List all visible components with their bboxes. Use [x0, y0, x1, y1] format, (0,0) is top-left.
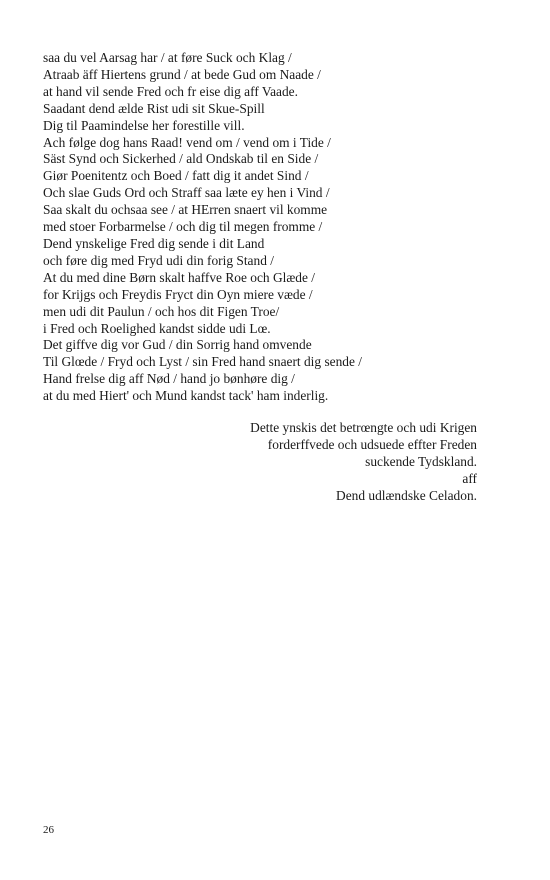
poem-line: Hand frelse dig aff Nød / hand jo bønhøre dig / — [43, 371, 295, 387]
poem-line: men udi dit Paulun / och hos dit Figen Troe/ — [43, 303, 280, 319]
poem-line: Säst Synd och Sickerhed / ald Ondskab til en Side / — [43, 151, 319, 167]
dedication-line: suckende Tydskland. — [365, 454, 477, 470]
poem-line: Giør Poenitentz och Boed / fatt dig it andet Sind / — [43, 168, 309, 184]
poem-line: At du med dine Børn skalt haffve Roe och Glæde / — [43, 269, 315, 285]
poem-line: Det giffve dig vor Gud / din Sorrig hand omvende — [43, 337, 312, 353]
poem-line: i Fred och Roelighed kandst sidde udi Lœ. — [43, 320, 271, 336]
dedication-line: Dend udlændske Celadon. — [336, 488, 477, 504]
poem-line: Atraab äff Hiertens grund / at bede Gud om Naade / — [43, 66, 321, 82]
poem-line: Saadant dend ælde Rist udi sit Skue-Spill — [43, 100, 265, 116]
poem-line: Til Glœde / Fryd och Lyst / sin Fred hand snaert dig sende / — [43, 354, 363, 370]
poem-line: Och slae Guds Ord och Straff saa læte ey hen i Vind / — [43, 185, 330, 201]
dedication-line: aff — [462, 471, 477, 487]
poem-line: med stoer Forbarmelse / och dig til megen fromme / — [43, 219, 323, 235]
dedication-block — [160, 419, 477, 504]
poem-line: Saa skalt du ochsaa see / at HErren snaert vil komme — [43, 202, 328, 218]
poem-line: at hand vil sende Fred och fr eise dig aff Vaade. — [43, 83, 298, 99]
page-number: 26 — [43, 824, 54, 836]
dedication-line: Dette ynskis det betrœngte och udi Krigen — [250, 420, 477, 435]
dedication-line: forderffvede och udsuede effter Freden — [267, 437, 477, 453]
poem-line: saa du vel Aarsag har / at føre Suck och Klag / — [43, 50, 292, 65]
poem-text — [43, 50, 483, 405]
poem-line: Ach følge dog hans Raad! vend om / vend om i Tide / — [43, 134, 331, 150]
poem-line: at du med Hiert' och Mund kandst tack' ham inderlig. — [43, 388, 329, 404]
poem-line: Dig til Paamindelse her forestille vill. — [43, 117, 245, 133]
poem-line: for Krijgs och Freydis Fryct din Oyn miere væde / — [43, 286, 313, 302]
poem-line: och føre dig med Fryd udi din forig Stand / — [43, 252, 274, 268]
poem-line: Dend ynskelige Fred dig sende i dit Land — [43, 235, 265, 251]
